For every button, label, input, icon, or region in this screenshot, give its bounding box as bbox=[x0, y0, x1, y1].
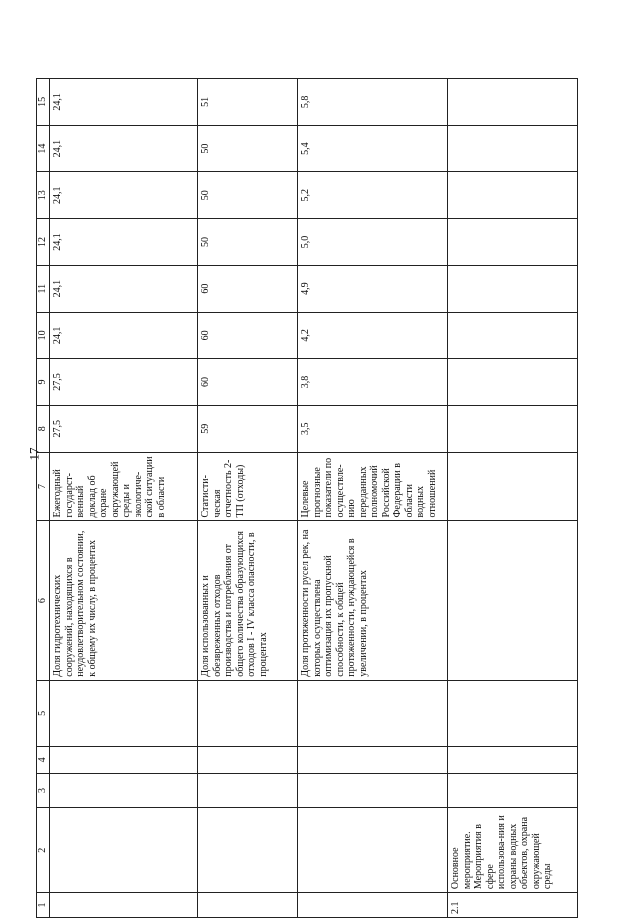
value-cell: 5,4 bbox=[298, 125, 448, 172]
column-number-row bbox=[37, 79, 50, 918]
col-header-3: 3 bbox=[37, 773, 50, 808]
value-cell: 60 bbox=[198, 265, 298, 312]
cell-col-3 bbox=[50, 773, 198, 808]
value-cell: 59 bbox=[198, 405, 298, 452]
indicator-name-cell: Доля использованных и обезвреженных отходов производства и потребления от общего количества образующихся отходов I - IV класса опасности, в процентах bbox=[198, 521, 298, 680]
value-cell: 51 bbox=[198, 79, 298, 126]
indicator-source-cell: Ежегодный государст-венный доклад об охране окружающей среды и экологиче-ской ситуации в области bbox=[50, 452, 198, 521]
cell-col-5 bbox=[298, 680, 448, 746]
value-cell: 27,5 bbox=[50, 359, 198, 406]
cell-col-3 bbox=[448, 773, 578, 808]
col-header-9: 9 bbox=[37, 359, 50, 406]
indicator-source-cell: Целевые прогнозные показатели по осуществле-нию переданных полномочий Российской Федерации в области водных отношений bbox=[298, 452, 448, 521]
value-cell: 60 bbox=[198, 359, 298, 406]
indicator-source-cell bbox=[448, 452, 578, 521]
rotated-document bbox=[36, 18, 616, 918]
table-row bbox=[198, 79, 298, 918]
col-header-7: 7 bbox=[37, 452, 50, 521]
value-cell: 50 bbox=[198, 172, 298, 219]
col-header-10: 10 bbox=[37, 312, 50, 359]
col-header-12: 12 bbox=[37, 219, 50, 266]
value-cell: 24,1 bbox=[50, 312, 198, 359]
value-cell: 24,1 bbox=[50, 79, 198, 126]
page-number: 17 bbox=[26, 447, 42, 461]
cell-col-4 bbox=[448, 746, 578, 773]
value-cell bbox=[448, 79, 578, 126]
event-cell bbox=[198, 808, 298, 893]
col-header-6: 6 bbox=[37, 521, 50, 680]
cell-col-5 bbox=[448, 680, 578, 746]
value-cell bbox=[448, 312, 578, 359]
indicator-name-cell bbox=[448, 521, 578, 680]
cell-col-4 bbox=[198, 746, 298, 773]
value-cell: 50 bbox=[198, 125, 298, 172]
col-header-8: 8 bbox=[37, 405, 50, 452]
value-cell: 24,1 bbox=[50, 172, 198, 219]
value-cell bbox=[448, 219, 578, 266]
value-cell bbox=[448, 359, 578, 406]
value-cell bbox=[448, 172, 578, 219]
row-number-cell: 2.1 bbox=[448, 893, 578, 918]
col-header-13: 13 bbox=[37, 172, 50, 219]
col-header-1: 1 bbox=[37, 893, 50, 918]
value-cell: 24,1 bbox=[50, 219, 198, 266]
row-number-cell bbox=[198, 893, 298, 918]
value-cell: 5,0 bbox=[298, 219, 448, 266]
col-header-11: 11 bbox=[37, 265, 50, 312]
value-cell: 50 bbox=[198, 219, 298, 266]
value-cell: 27,5 bbox=[50, 405, 198, 452]
col-header-5: 5 bbox=[37, 680, 50, 746]
indicator-name-cell: Доля гидротехнических сооружений, находящихся в неудовлетворительном состоянии, к общему их числу, в процентах bbox=[50, 521, 198, 680]
row-number-cell bbox=[298, 893, 448, 918]
value-cell: 24,1 bbox=[50, 265, 198, 312]
value-cell: 4,9 bbox=[298, 265, 448, 312]
cell-col-5 bbox=[198, 680, 298, 746]
cell-col-3 bbox=[298, 773, 448, 808]
cell-col-5 bbox=[50, 680, 198, 746]
col-header-15: 15 bbox=[37, 79, 50, 126]
value-cell: 5,8 bbox=[298, 79, 448, 126]
value-cell: 24,1 bbox=[50, 125, 198, 172]
program-indicators-table bbox=[36, 78, 578, 918]
event-cell bbox=[50, 808, 198, 893]
col-header-2: 2 bbox=[37, 808, 50, 893]
value-cell: 3,5 bbox=[298, 405, 448, 452]
col-header-14: 14 bbox=[37, 125, 50, 172]
table-row bbox=[448, 79, 578, 918]
value-cell: 4,2 bbox=[298, 312, 448, 359]
value-cell: 60 bbox=[198, 312, 298, 359]
value-cell: 3,8 bbox=[298, 359, 448, 406]
event-cell bbox=[298, 808, 448, 893]
value-cell bbox=[448, 405, 578, 452]
cell-col-4 bbox=[50, 746, 198, 773]
value-cell: 5,2 bbox=[298, 172, 448, 219]
table-row bbox=[298, 79, 448, 918]
col-header-4: 4 bbox=[37, 746, 50, 773]
cell-col-3 bbox=[198, 773, 298, 808]
row-number-cell bbox=[50, 893, 198, 918]
indicator-name-cell: Доля протяженности русел рек, на которых осуществлена оптимизация их пропускной способности, к общей протяженности, нуждающейся в увеличении, в процентах bbox=[298, 521, 448, 680]
value-cell bbox=[448, 265, 578, 312]
event-cell: Основное мероприятие. Мероприятия в сфере использова-ния и охраны водных объектов, охрана окружающей среды bbox=[448, 808, 578, 893]
table-row bbox=[50, 79, 198, 918]
value-cell bbox=[448, 125, 578, 172]
indicator-source-cell: Статисти-ческая отчетность 2-ТП (отходы) bbox=[198, 452, 298, 521]
cell-col-4 bbox=[298, 746, 448, 773]
